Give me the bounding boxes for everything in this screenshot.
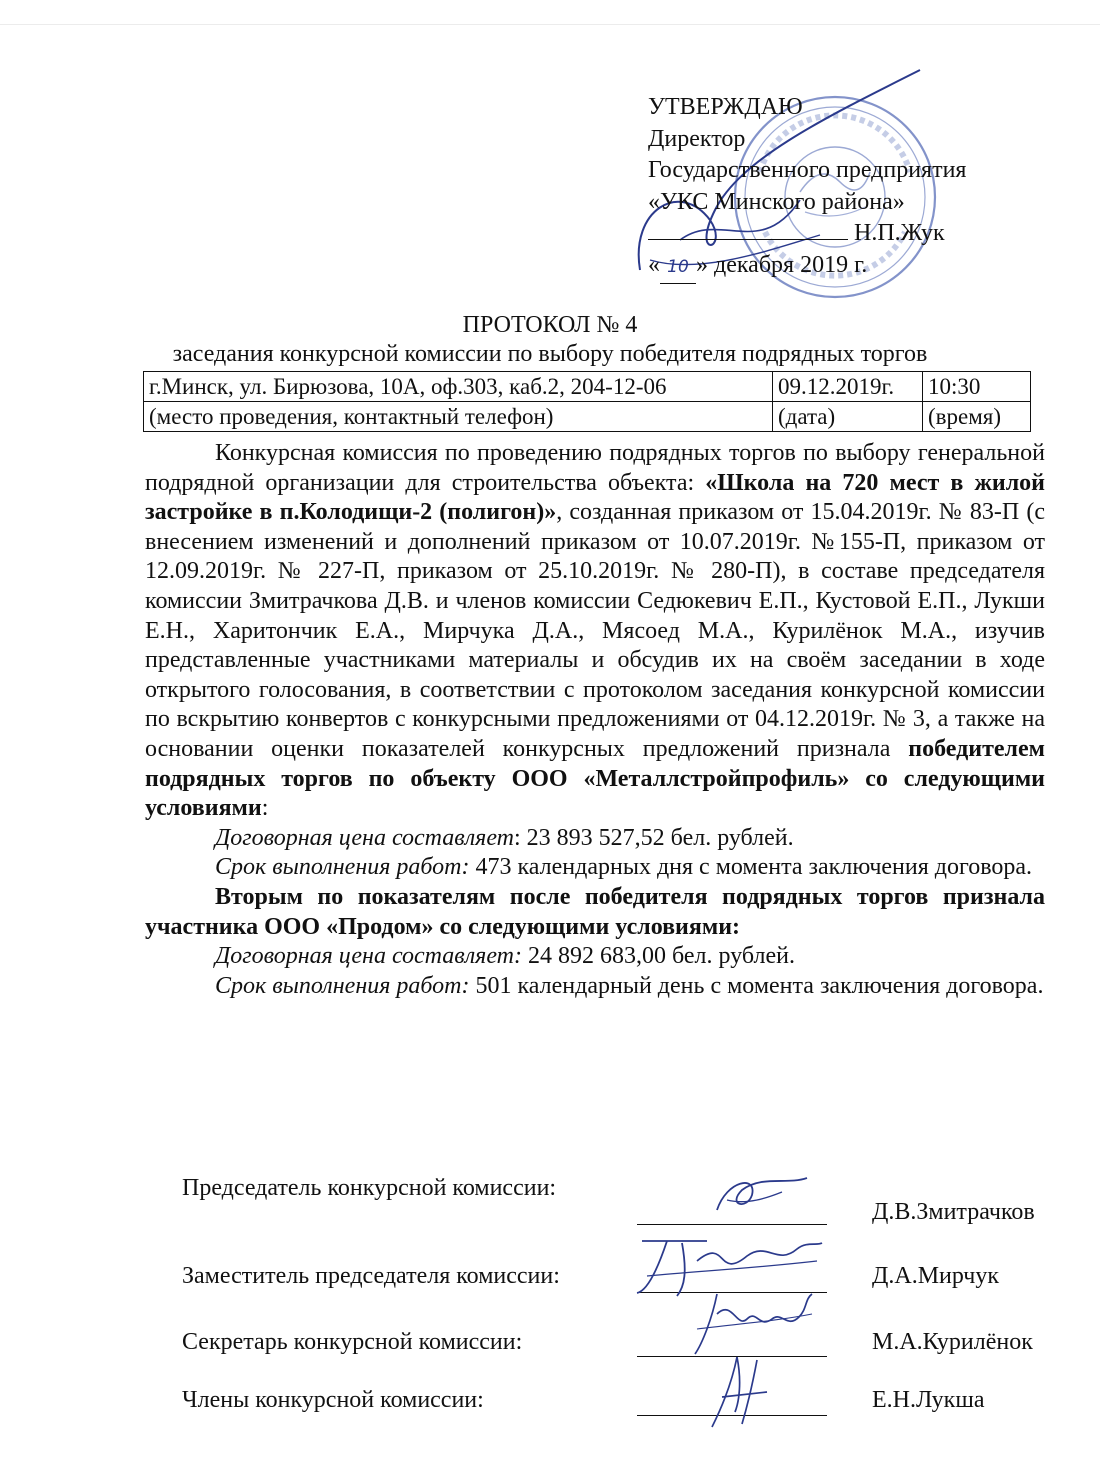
second-term-value: 501 календарный день с момента заключения договора.: [469, 972, 1044, 999]
signature-name: Д.В.Змитрачков: [872, 1199, 1035, 1225]
winner-price-value: : 23 893 527,52 бел. рублей.: [514, 824, 794, 851]
second-term: [145, 972, 1045, 1002]
signature-name: Д.А.Мирчук: [872, 1263, 1000, 1289]
approval-signer-row: [648, 218, 966, 250]
info-date: 09.12.2019г.: [773, 372, 923, 402]
object-name: «Школа на 720 мест в жилой застройке в п.Колодищи-2 (полигон)»: [145, 469, 1046, 526]
winner-term-label: Срок выполнения работ:: [215, 854, 470, 881]
info-place: г.Минск, ул. Бирюзова, 10А, оф.303, каб.2, 204-12-06: [144, 372, 773, 402]
approval-org-line1: Государственного предприятия: [648, 157, 967, 183]
approval-position: Директор: [648, 125, 746, 152]
approval-signature-line: [648, 238, 848, 240]
winner-term-value: 473 календарных дня с момента заключения договора.: [469, 854, 1033, 881]
second-price-value: 24 892 683,00 бел. рублей.: [521, 943, 795, 970]
chairman-signature: [707, 1170, 817, 1225]
signature-role: Члены конкурсной комиссии:: [182, 1387, 484, 1413]
signature-name: М.А.Курилёнок: [872, 1329, 1033, 1355]
info-values-row: [144, 372, 1031, 402]
winner-price: [145, 824, 1045, 854]
member-signature: [697, 1352, 787, 1432]
info-date-label: (дата): [773, 402, 923, 432]
approval-word: УТВЕРЖДАЮ: [648, 94, 803, 120]
scan-edge-line: [0, 24, 1100, 25]
approval-signer: Н.П.Жук: [854, 220, 945, 246]
winner-statement: победителем подрядных торгов по объекту ООО «Металлстройпрофиль» со следующими условиями: [145, 735, 1045, 822]
protocol-title: ПРОТОКОЛ № 4: [462, 312, 638, 338]
approval-date-rest: » декабря 2019 г.: [696, 251, 868, 278]
second-price-label: Договорная цена составляет:: [215, 943, 522, 970]
decision-text-b: , созданная приказом от 15.04.2019г. № 83-П (с внесением изменений и дополнений приказом от 10.07.2019г. №155-П, приказом от 12.09.2019г. № 227-П, приказом от 25.10.2019г. № 280-П), в составе председателя комиссии Змитрачкова Д.В. и членов комиссии Седюкевич Е.П., Кустовой Е.П., Лукши Е.Н., Харитончик Е.А., Мирчука Д.А., Мясоед М.А., Курилёнок М.А., изучив представленные участниками материалы и обсудив их на своём заседании в ходе открытого голосования, в соответствии с протоколом заседания конкурсной комиссии по вскрытию конвертов с конкурсными предложениями от 04.12.2019г. № 3, а также на основании оценки показателей конкурсных предложений признала: [145, 499, 1045, 762]
approval-date-open: «: [648, 251, 660, 278]
signature-role: Председатель конкурсной комиссии:: [182, 1175, 557, 1201]
decision-text-end: :: [261, 795, 269, 822]
winner-term: [145, 853, 1045, 883]
approval-org-line2: «УКС Минского района»: [648, 188, 905, 215]
info-time: 10:30: [923, 372, 1031, 402]
info-time-label: (время): [923, 402, 1031, 432]
decision-text-a: Конкурсная комиссия по проведению подрядных торгов по выбору генеральной подрядной организации для строительства объекта:: [145, 440, 1045, 496]
approval-block: [648, 92, 966, 284]
second-place-statement: Вторым по показателям после победителя подрядных торгов признала участника ООО «Продом» со следующими условиями:: [145, 883, 1045, 940]
protocol-body: [145, 439, 1045, 1001]
second-term-label: Срок выполнения работ:: [215, 972, 470, 999]
second-price: [145, 942, 1045, 972]
protocol-subtitle: заседания конкурсной комиссии по выбору победителя подрядных торгов: [172, 341, 928, 367]
info-labels-row: [144, 402, 1031, 432]
signature-name: Е.Н.Лукша: [872, 1387, 985, 1413]
winner-price-label: Договорная цена составляет: [215, 824, 514, 851]
signature-role: Заместитель председателя комиссии:: [182, 1263, 560, 1289]
meeting-info-table: [143, 371, 1031, 432]
approval-date: [648, 250, 966, 285]
approval-date-day: 10: [660, 252, 696, 285]
info-place-label: (место проведения, контактный телефон): [144, 402, 773, 432]
signature-role: Секретарь конкурсной комиссии:: [182, 1329, 523, 1355]
paragraph-decision: [145, 439, 1045, 824]
secretary-signature: [687, 1289, 817, 1359]
